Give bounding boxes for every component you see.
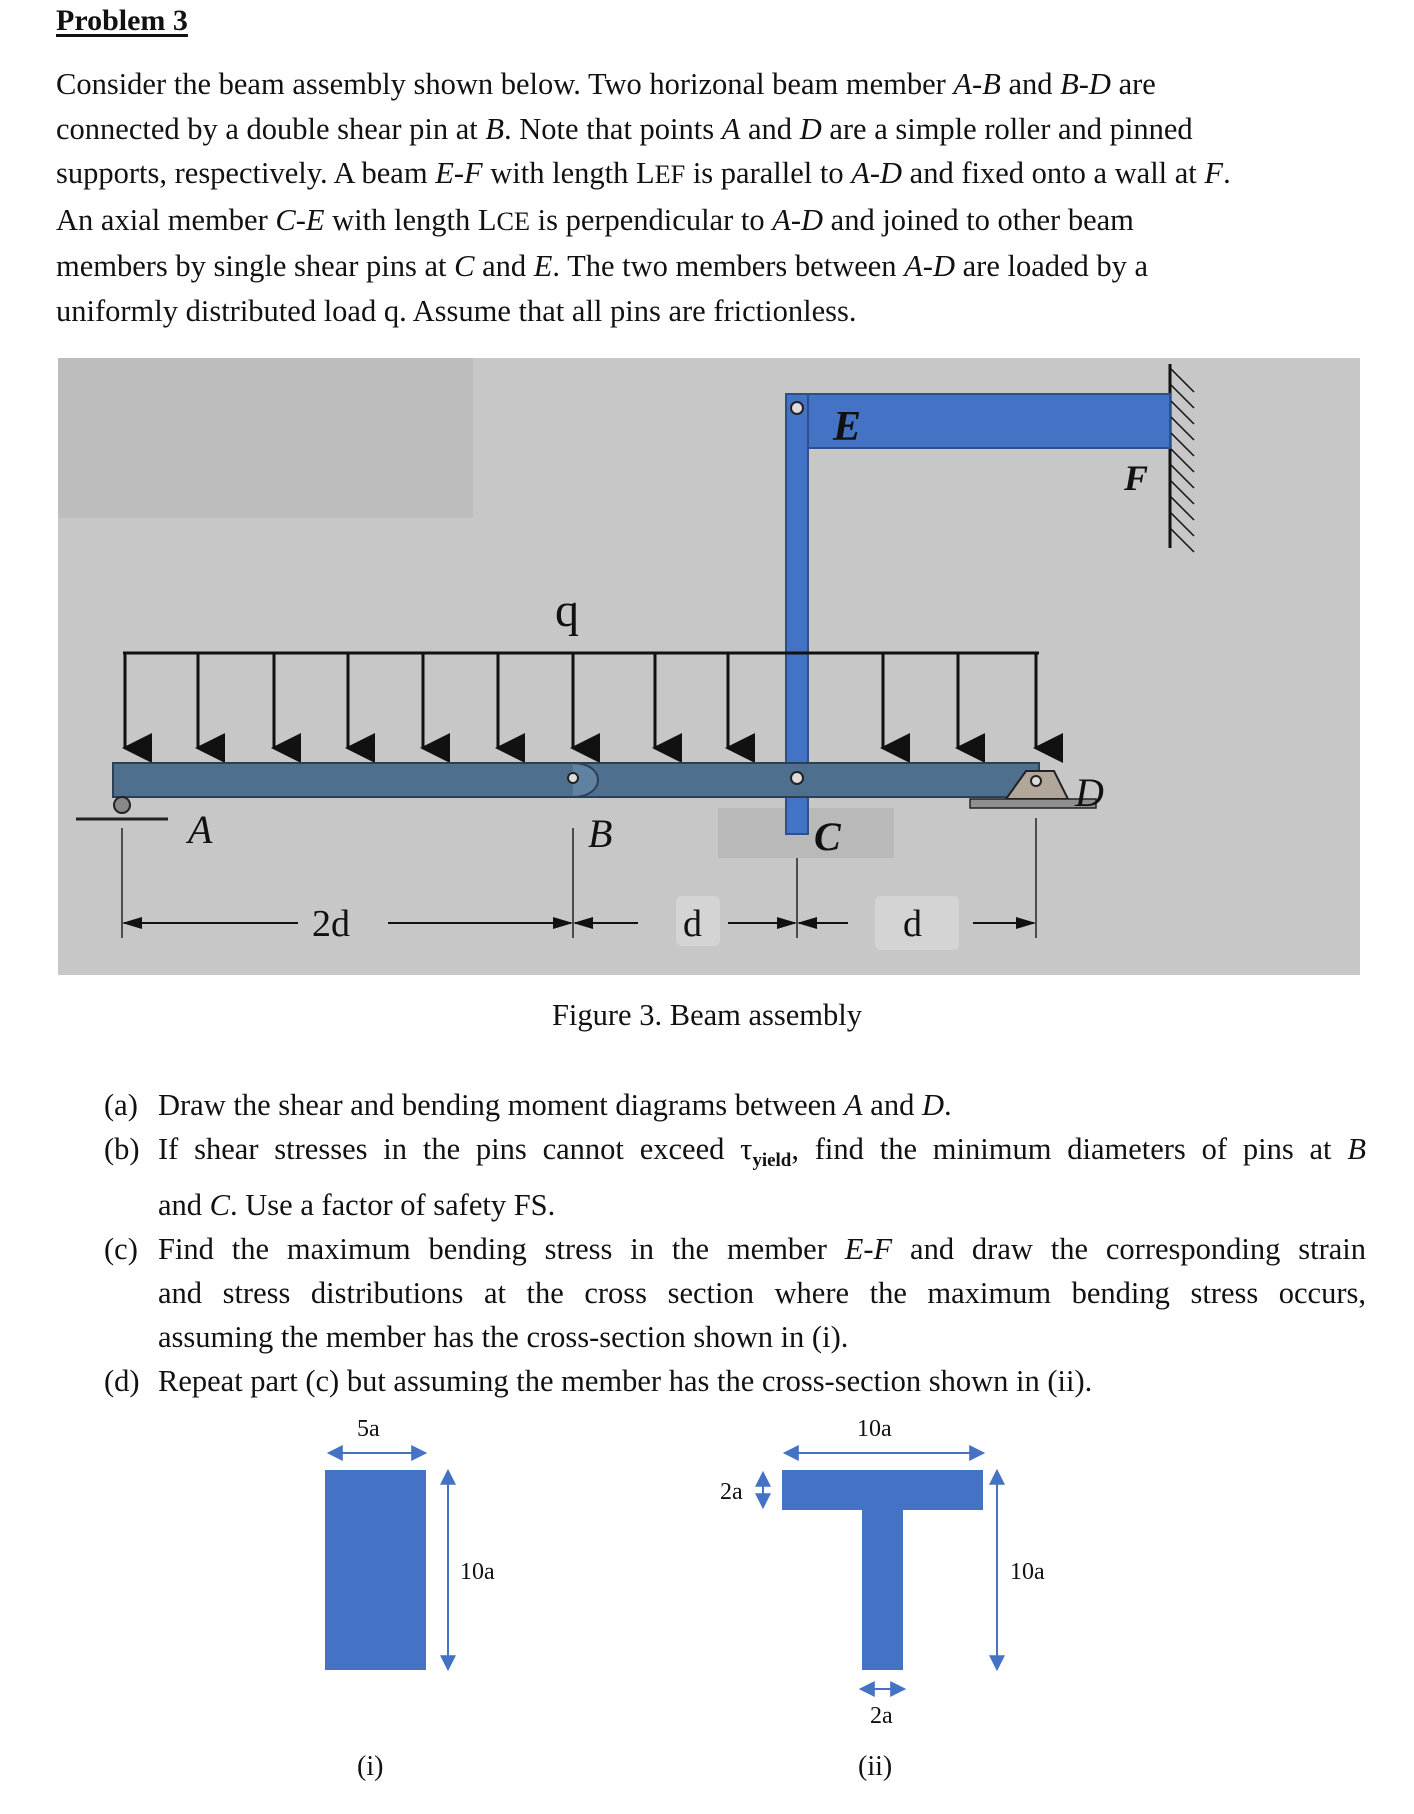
intro-line-1: Consider the beam assembly shown below. Two horizonal beam member A-B and B-D are <box>56 67 1156 101</box>
label-f: F <box>1124 458 1149 498</box>
part-d-label: (d) <box>104 1364 140 1399</box>
section-i-width-label: 5a <box>357 1416 380 1442</box>
part-b-text-2: and C. Use a factor of safety FS. <box>158 1188 556 1223</box>
load-label-q: q <box>555 584 579 637</box>
problem-title: Problem 3 <box>56 4 188 37</box>
section-ii-flange-width-label: 10a <box>857 1416 892 1442</box>
dim-label-ab: 2d <box>312 903 350 945</box>
section-i-height-label: 10a <box>460 1559 495 1585</box>
section-ii-flange-thickness-label: 2a <box>720 1479 743 1505</box>
intro-line-4: An axial member C-E with length LCE is perpendicular to A-D and joined to other beam <box>56 202 1134 237</box>
intro-line-5: members by single shear pins at C and E. The two members between A-D are loaded by a <box>56 249 1149 283</box>
beam-assembly-figure <box>58 358 1360 975</box>
section-ii-flange <box>782 1470 983 1510</box>
load-arrows <box>125 653 1036 748</box>
label-a: A <box>188 807 213 852</box>
dim-label-bc: d <box>683 903 702 945</box>
label-b: B <box>588 811 613 856</box>
section-ii-web-width-label: 2a <box>870 1703 893 1729</box>
part-a <box>104 1083 1366 1127</box>
part-c <box>104 1227 1366 1359</box>
part-c-text-1: Find the maximum bending stress in the member E-F and draw the corresponding strain <box>158 1232 1366 1267</box>
part-b-text-1: If shear stresses in the pins cannot exceed $\tau_{yield}$, find the minimum diameters of pins at B <box>158 1132 1366 1172</box>
label-c: C <box>814 814 841 859</box>
question-parts <box>104 1083 1366 1403</box>
pin-e-icon <box>791 402 803 414</box>
figure-caption: Figure 3. Beam assembly <box>551 998 863 1032</box>
part-c-label: (c) <box>104 1232 138 1267</box>
cross-section-drawings <box>0 1395 1414 1795</box>
section-ii-web <box>862 1510 903 1670</box>
beam-assembly-drawing <box>58 358 1360 975</box>
part-a-text: Draw the shear and bending moment diagrams between A and D. <box>158 1088 952 1122</box>
pin-c-icon <box>791 772 803 784</box>
part-b <box>104 1127 1366 1227</box>
intro-line-2: connected by a double shear pin at B. Note that points A and D are a simple roller and pinned <box>56 111 1193 146</box>
part-a-label: (a) <box>104 1088 138 1122</box>
pin-d-icon <box>1031 776 1041 786</box>
roller-a-icon <box>114 797 130 813</box>
part-b-label: (b) <box>104 1132 140 1166</box>
part-c-text-3: assuming the member has the cross-section shown in (i). <box>158 1320 849 1355</box>
wall-hatch <box>1170 368 1194 552</box>
section-ii-label: (ii) <box>858 1751 893 1782</box>
dim-label-cd: d <box>903 903 922 945</box>
problem-statement <box>56 62 1356 333</box>
section-i-label: (i) <box>357 1751 384 1782</box>
section-i-rectangle <box>325 1470 426 1670</box>
section-ii-height-label: 10a <box>1010 1559 1045 1585</box>
part-c-text-2: and stress distributions at the cross section where the maximum bending stress occurs, <box>158 1276 1366 1311</box>
pin-b-icon <box>568 773 578 783</box>
label-d: D <box>1075 770 1104 815</box>
mask-overlay <box>58 358 473 518</box>
cross-sections <box>0 1395 1414 1795</box>
label-e: E <box>833 404 862 450</box>
intro-line-3: supports, respectively. A beam E-F with length LEF is parallel to A-D and fixed onto a wall at F. <box>56 156 1231 190</box>
intro-line-6: uniformly distributed load q. Assume that all pins are frictionless. <box>56 293 857 328</box>
part-d-text: Repeat part (c) but assuming the member has the cross-section shown in (ii). <box>158 1364 1093 1399</box>
